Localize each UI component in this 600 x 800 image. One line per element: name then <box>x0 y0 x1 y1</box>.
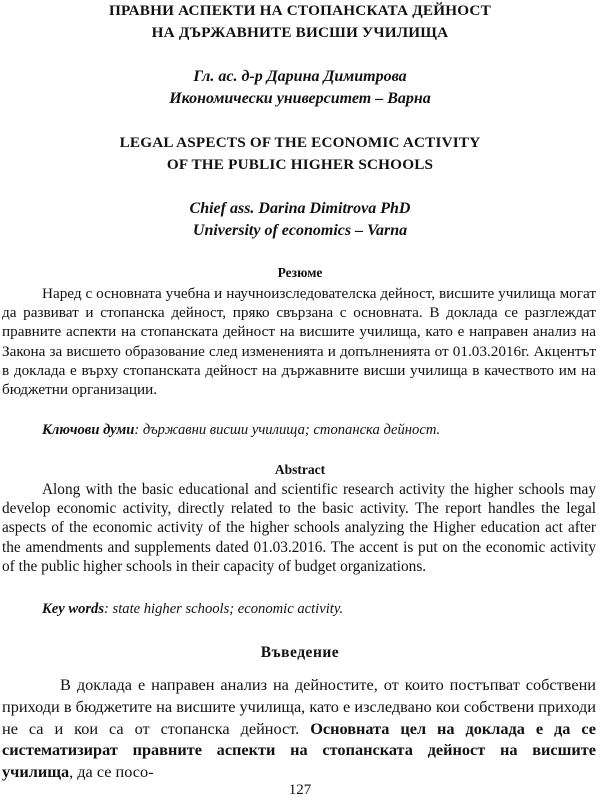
title-bulgarian-line-1: ПРАВНИ АСПЕКТИ НА СТОПАНСКАТА ДЕЙНОСТ <box>109 2 491 19</box>
author-name-english: Chief ass. Darina Dimitrova PhD <box>189 200 411 217</box>
abstract-heading: Abstract <box>274 462 326 477</box>
abstract-keywords-text: : state higher schools; economic activity. <box>104 601 344 617</box>
page-number: 127 <box>288 782 312 798</box>
intro-heading: Въведение <box>260 644 340 661</box>
intro-text-tail: , да се посо- <box>69 762 154 782</box>
title-english-line-2: OF THE PUBLIC HIGHER SCHOOLS <box>166 156 434 173</box>
intro-text-bold: Основната цел на доклада е да се систематизират правните аспекти на стопанската дейност на висшите училища <box>2 718 597 782</box>
author-bulgarian <box>0 66 600 110</box>
resume-keywords-text: : държавни висши училища; стопанска дейност. <box>134 422 441 438</box>
resume-keywords-label: Ключови думи <box>42 422 135 438</box>
abstract-keywords <box>42 600 343 619</box>
author-name-bulgarian: Гл. ас. д-р Дарина Димитрова <box>193 68 407 85</box>
abstract-text: Along with the basic educational and scientific research activity the higher schools may develop economic activity, directly related to the basic activity. The report handles the legal aspects of the economic activity of the higher schools analyzing the Higher education act after the amendments and supplements dated 01.03.2016. The accent is put on the economic activity of the public higher schools in their capacity of budget organizations. <box>2 481 596 575</box>
resume-heading: Резюме <box>277 265 323 280</box>
abstract-paragraph <box>2 480 596 576</box>
title-english-line-1: LEGAL ASPECTS OF THE ECONOMIC ACTIVITY <box>119 134 481 151</box>
abstract-keywords-label: Key words <box>42 601 105 617</box>
resume-paragraph <box>2 284 596 399</box>
title-english <box>0 132 600 176</box>
author-english <box>0 198 600 242</box>
intro-paragraph <box>2 674 596 783</box>
affiliation-english: University of economics – Varna <box>192 222 408 239</box>
title-bulgarian <box>0 0 600 44</box>
affiliation-bulgarian: Икономически университет – Варна <box>169 90 431 107</box>
resume-keywords <box>42 421 440 440</box>
intro-text: В доклада е направен анализ на дейностите, от които постъпват собствени приходи в бюджетите на висшите училища, като е изследвано кои собствени приходи не са и кои са от стопанска дейност. <box>2 675 596 738</box>
title-bulgarian-line-2: НА ДЪРЖАВНИТЕ ВИСШИ УЧИЛИЩА <box>151 24 449 41</box>
resume-text: Наред с основната учебна и научноизследователска дейност, висшите училища могат да развиват и стопанска дейност, пряко свързана с основната. В доклада се разглеждат правните аспекти на стопанската дейност на висшите училища, като е направен анализ на Закона за висшето образование след измененията и допълненията от 01.03.2016г. Акцентът в доклада е върху стопанската дейност на държавните висши училища в качеството им на бюджетни организации. <box>2 285 596 399</box>
